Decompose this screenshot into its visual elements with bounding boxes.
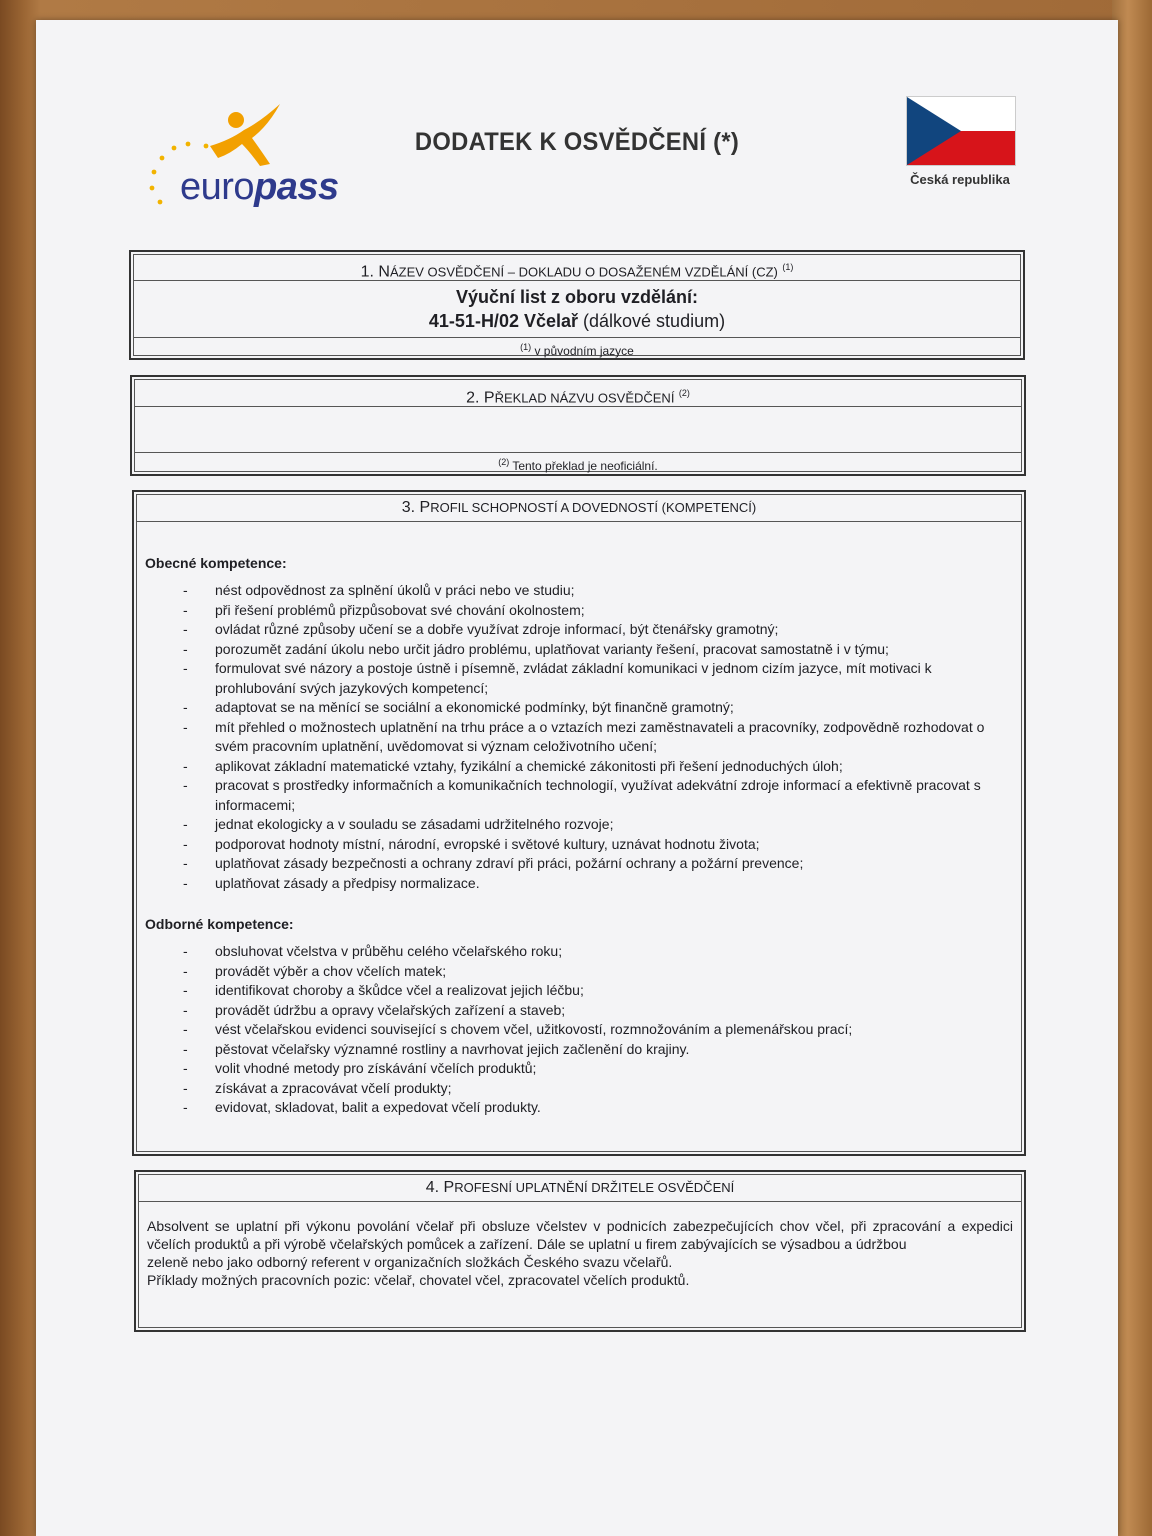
europass-wordmark: europass bbox=[180, 166, 339, 208]
list-item: - pracovat s prostředky informačních a komunikačních technologií, využívat adekvátní zdroje informací a efektivně pracovat s informacemi; bbox=[183, 777, 981, 813]
list-item: - uplatňovat zásady a předpisy normalizace. bbox=[183, 874, 480, 891]
general-competences-list bbox=[145, 581, 985, 893]
general-competences-title: Obecné kompetence: bbox=[145, 555, 287, 571]
section-competences bbox=[132, 490, 1026, 1156]
section-translation bbox=[130, 375, 1026, 476]
translation-field bbox=[135, 407, 1021, 453]
list-item: - vést včelařskou evidenci související s chovem včel, užitkovostí, rozmnožováním a plemenářskou prací; bbox=[183, 1021, 853, 1037]
list-item: - jednat ekologicky a v souladu se zásadami udržitelného rozvoje; bbox=[183, 816, 614, 832]
document-page bbox=[36, 20, 1118, 1536]
document-title: DODATEK K OSVĚDČENÍ (*) bbox=[414, 128, 740, 156]
professional-competences-title: Odborné kompetence: bbox=[145, 916, 294, 932]
list-item: - identifikovat choroby a škůdce včel a realizovat jejich léčbu; bbox=[183, 982, 584, 998]
list-item: - ovládat různé způsoby učení se a dobře využívat zdroje informací, být čtenářsky gramotný; bbox=[183, 621, 779, 637]
list-item: - adaptovat se na měnící se sociální a ekonomické podmínky, být finančně gramotný; bbox=[183, 699, 734, 715]
wood-background bbox=[1112, 0, 1152, 1536]
section2-note: $^{(2)}$ Tento překlad je neoficiální. bbox=[498, 457, 658, 473]
list-item: - evidovat, skladovat, balit a expedovat včelí produkty. bbox=[183, 1099, 541, 1115]
section2-heading: 2. PŘEKLAD NÁZVU OSVĚDČENÍ $^{(2)}$ bbox=[135, 380, 1021, 407]
professional-competences-list bbox=[145, 942, 985, 1118]
list-item: - aplikovat základní matematické vztahy, fyzikální a chemické zákonitosti při řešení jednoduchých úloh; bbox=[183, 757, 843, 774]
list-item: - při řešení problémů přizpůsobovat své chování okolnostem; bbox=[183, 601, 585, 618]
europass-logo bbox=[140, 100, 360, 220]
czech-flag-icon bbox=[906, 96, 1016, 166]
country-label: Česká republika bbox=[910, 172, 1010, 187]
section1-note: $^{(1)}$ v původním jazyce bbox=[520, 342, 634, 358]
list-item: - mít přehled o možnostech uplatnění na trhu práce a o vztazích mezi zaměstnavateli a pracovníky, zodpovědně rozhodovat o svém pracovním uplatnění, uvědomovat si význam celoživotního učení; bbox=[183, 718, 985, 754]
list-item: - získávat a zpracovávat včelí produkty; bbox=[183, 1079, 452, 1096]
list-item: - formulovat své názory a postoje ústně i písemně, zvládat základní komunikaci v jednom cizím jazyce, mít motivaci k prohlubování svých jazykových kompetencí; bbox=[183, 660, 932, 696]
section-certificate-title bbox=[129, 250, 1025, 360]
list-item: - uplatňovat zásady bezpečnosti a ochrany zdraví při práci, požární ochrany a požární prevence; bbox=[183, 855, 804, 871]
section-employment bbox=[134, 1170, 1026, 1332]
section1-heading: 1. NÁZEV OSVĚDČENÍ – DOKLADU O DOSAŽENÉM VZDĚLÁNÍ (CZ) $^{(1)}$ bbox=[134, 255, 1020, 281]
list-item: - podporovat hodnoty místní, národní, evropské i světové kultury, uznávat hodnotu života; bbox=[183, 835, 760, 852]
list-item: - pěstovat včelařsky významné rostliny a navrhovat jejich začlenění do krajiny. bbox=[183, 1040, 690, 1057]
list-item: - porozumět zadání úkolu nebo určit jádro problému, uplatňovat varianty řešení, pracovat samostatně i v týmu; bbox=[183, 640, 889, 657]
section3-heading: 3. PROFIL SCHOPNOSTÍ A DOVEDNOSTÍ (KOMPETENCÍ) bbox=[137, 495, 1021, 522]
list-item: - obsluhovat včelstva v průběhu celého včelařského roku; bbox=[183, 943, 563, 959]
section4-heading: 4. PROFESNÍ UPLATNĚNÍ DRŽITELE OSVĚDČENÍ bbox=[139, 1175, 1021, 1202]
list-item: - provádět výběr a chov včelích matek; bbox=[183, 962, 447, 979]
employment-text: Absolvent se uplatní při výkonu povolání včelař při obsluze včelstev v podnicích zabezpečujících chov včel, při zpracování a expedici včelích produktů a při výrobě včelařských pomůcek a zařízení. Dále se uplatní u firem zabývajících se výsadbou a údržbou zeleně nebo jako odborný referent v organizačních složkách Českého svazu včelařů. Příklady možných pracovních pozic: včelař, chovatel včel, zpracovatel včelích produktů. bbox=[147, 1218, 1013, 1288]
list-item: - volit vhodné metody pro získávání včelích produktů; bbox=[183, 1060, 537, 1076]
certificate-name: Výuční list z oboru vzdělání: 41-51-H/02 Včelař (dálkové studium) bbox=[134, 281, 1020, 338]
list-item: - provádět údržbu a opravy včelařských zařízení a staveb; bbox=[183, 1001, 566, 1018]
list-item: - nést odpovědnost za splnění úkolů v práci nebo ve studiu; bbox=[183, 582, 575, 598]
